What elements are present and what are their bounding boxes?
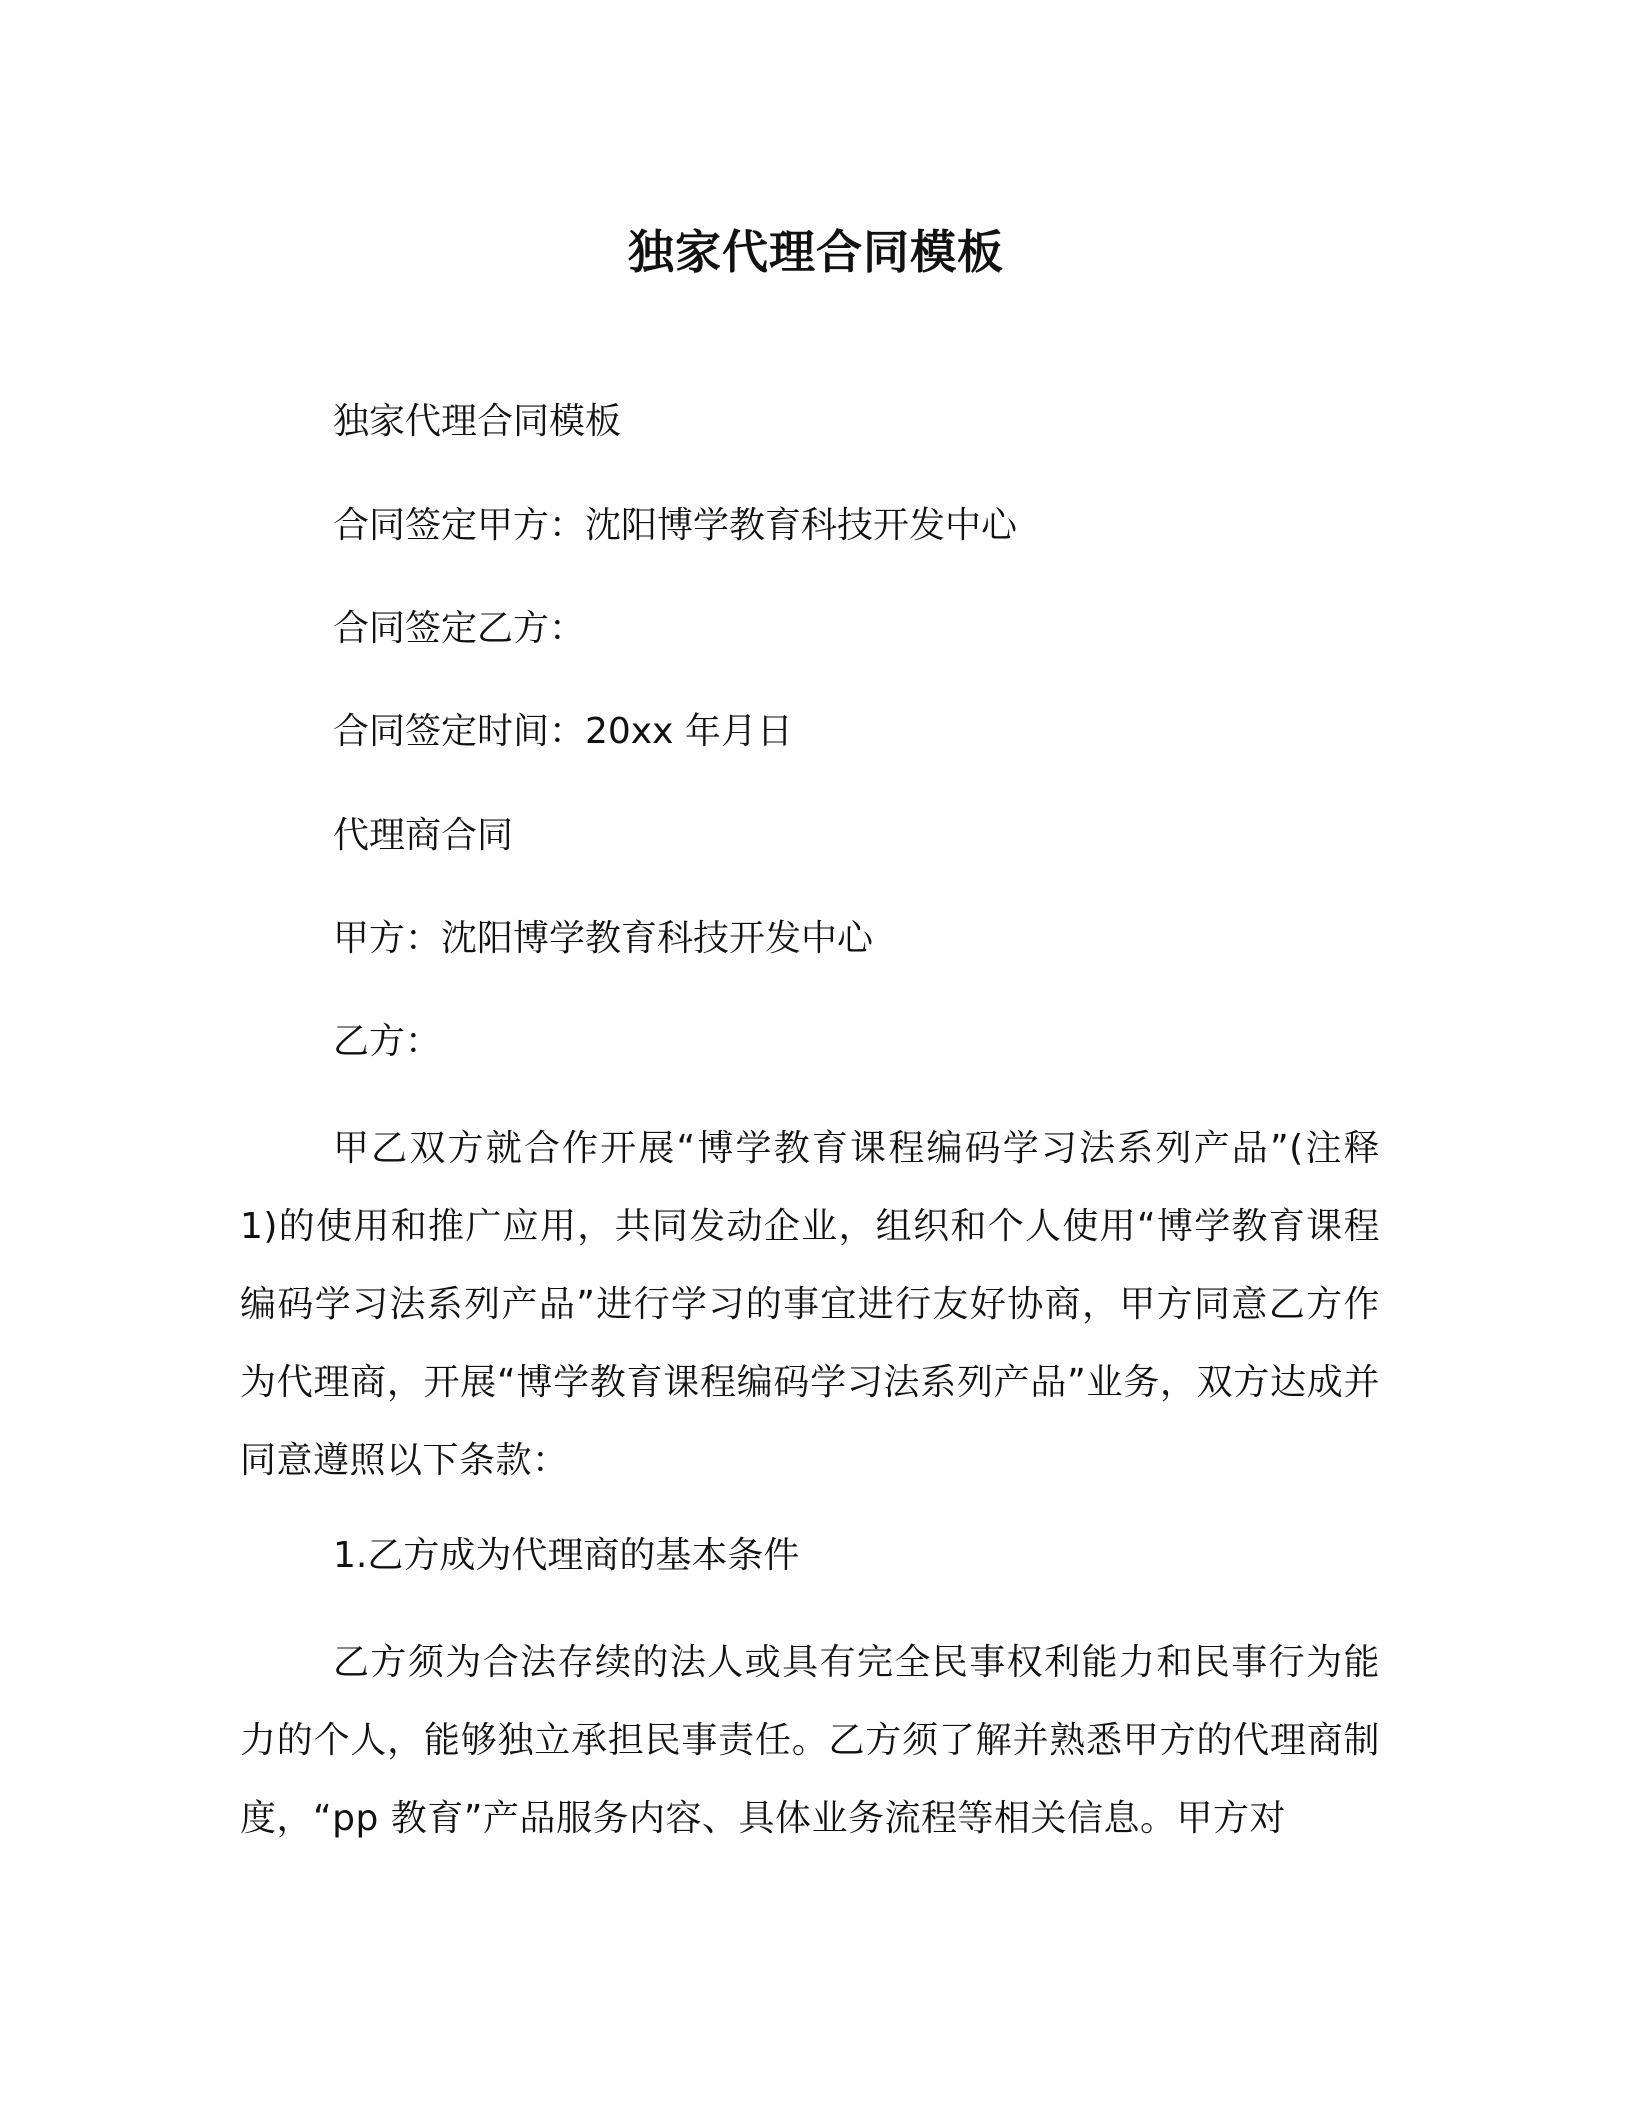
subtitle-line: 独家代理合同模板	[333, 401, 622, 442]
party-b-sign-line: 合同签定乙方：	[333, 608, 586, 649]
party-a-sign-line: 合同签定甲方：沈阳博学教育科技开发中心	[333, 505, 1018, 546]
party-a-line: 甲方：沈阳博学教育科技开发中心	[333, 918, 874, 959]
section-1-paragraph: 乙方须为合法存续的法人或具有完全民事权利能力和民事行为能力的个人，能够独立承担民事责任。乙方须了解并熟悉甲方的代理商制度，“pp 教育”产品服务内容、具体业务流程等相关信息。甲方对	[240, 1642, 1380, 1839]
contract-name-line: 代理商合同	[333, 815, 514, 856]
party-b-line: 乙方：	[333, 1021, 442, 1062]
section-1-heading: 1.乙方成为代理商的基本条件	[333, 1535, 800, 1576]
intro-paragraph: 甲乙双方就合作开展“博学教育课程编码学习法系列产品”(注释 1)的使用和推广应用，共同发动企业，组织和个人使用“博学教育课程编码学习法系列产品”进行学习的事宜进行友好协商，甲方同意乙方作为代理商，开展“博学教育课程编码学习法系列产品”业务，双方达成并同意遵照以下条款：	[240, 1128, 1380, 1481]
document-title: 独家代理合同模板	[628, 225, 1004, 279]
sign-date-line: 合同签定时间：20xx 年月日	[333, 711, 793, 752]
